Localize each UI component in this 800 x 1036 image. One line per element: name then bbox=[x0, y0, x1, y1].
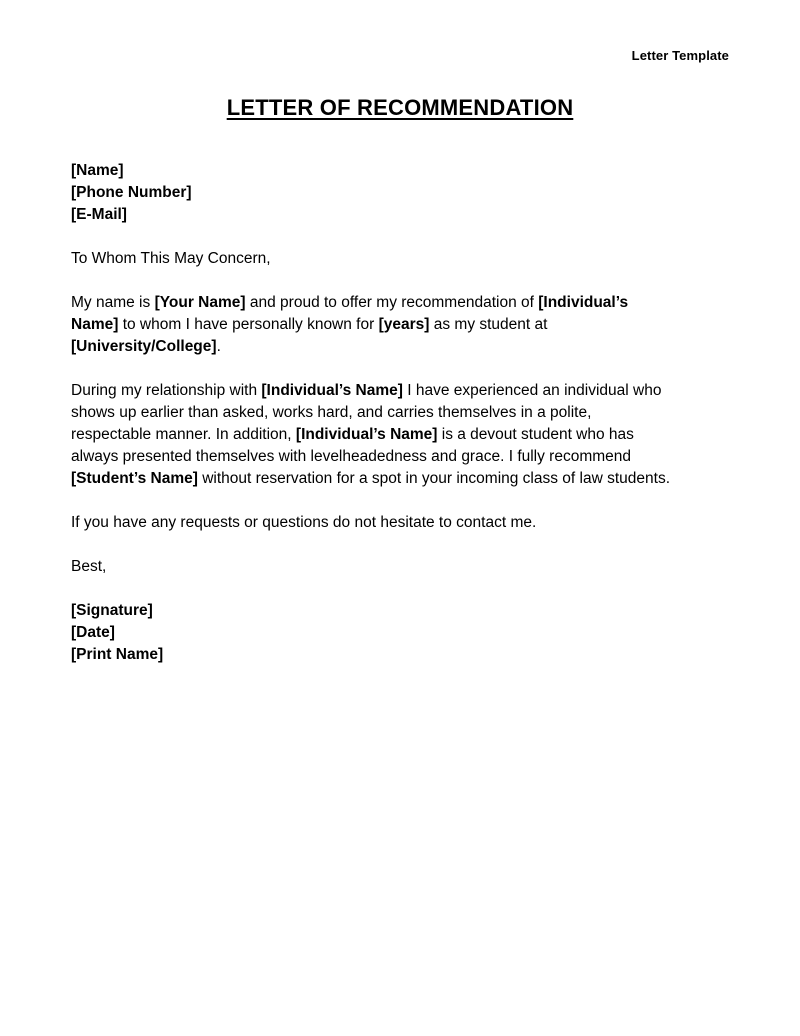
sender-email: [E-Mail] bbox=[71, 206, 127, 223]
paragraph-line bbox=[71, 424, 731, 446]
placeholder-individual-name-part2: Name] bbox=[71, 316, 119, 333]
text-run: . bbox=[216, 338, 221, 355]
text-run: During my relationship with bbox=[71, 382, 262, 399]
paragraph-line bbox=[71, 314, 731, 336]
placeholder-student-name: [Student’s Name] bbox=[71, 470, 198, 487]
sender-name: [Name] bbox=[71, 162, 124, 179]
paragraph-line: always presented themselves with levelheadedness and grace. I fully recommend bbox=[71, 448, 632, 465]
placeholder-years: [years] bbox=[378, 316, 430, 333]
text-run: is a devout student who has bbox=[437, 426, 634, 443]
signature-block bbox=[71, 600, 731, 666]
text-run: and proud to offer my recommendation of bbox=[245, 294, 539, 311]
paragraph-introduction bbox=[71, 292, 731, 358]
paragraph-line bbox=[71, 336, 731, 358]
paragraph-line bbox=[71, 468, 731, 490]
letter-title: LETTER OF RECOMMENDATION bbox=[226, 95, 574, 120]
placeholder-individual-name-part1: [Individual’s bbox=[538, 294, 629, 311]
text-run: I have experienced an individual who bbox=[402, 382, 662, 399]
placeholder-print-name: [Print Name] bbox=[71, 646, 164, 663]
text-run: to whom I have personally known for bbox=[118, 316, 379, 333]
placeholder-date: [Date] bbox=[71, 624, 115, 641]
sender-phone: [Phone Number] bbox=[71, 184, 192, 201]
paragraph-line: shows up earlier than asked, works hard, and carries themselves in a polite, bbox=[71, 404, 592, 421]
text-run: without reservation for a spot in your incoming class of law students. bbox=[197, 470, 671, 487]
placeholder-your-name: [Your Name] bbox=[154, 294, 246, 311]
paragraph-line bbox=[71, 380, 731, 402]
letter-body bbox=[71, 160, 731, 688]
text-run: My name is bbox=[71, 294, 155, 311]
text-run: respectable manner. In addition, bbox=[71, 426, 296, 443]
closing: Best, bbox=[71, 558, 107, 575]
salutation: To Whom This May Concern, bbox=[71, 250, 271, 267]
sender-block bbox=[71, 160, 731, 226]
placeholder-signature: [Signature] bbox=[71, 602, 153, 619]
template-header-label: Letter Template bbox=[631, 48, 729, 63]
placeholder-individual-name: [Individual’s Name] bbox=[261, 382, 403, 399]
text-run: as my student at bbox=[429, 316, 548, 333]
placeholder-university: [University/College] bbox=[71, 338, 217, 355]
paragraph-line bbox=[71, 292, 731, 314]
placeholder-individual-name: [Individual’s Name] bbox=[295, 426, 438, 443]
paragraph-relationship bbox=[71, 380, 731, 490]
paragraph-contact: If you have any requests or questions do not hesitate to contact me. bbox=[71, 514, 537, 531]
